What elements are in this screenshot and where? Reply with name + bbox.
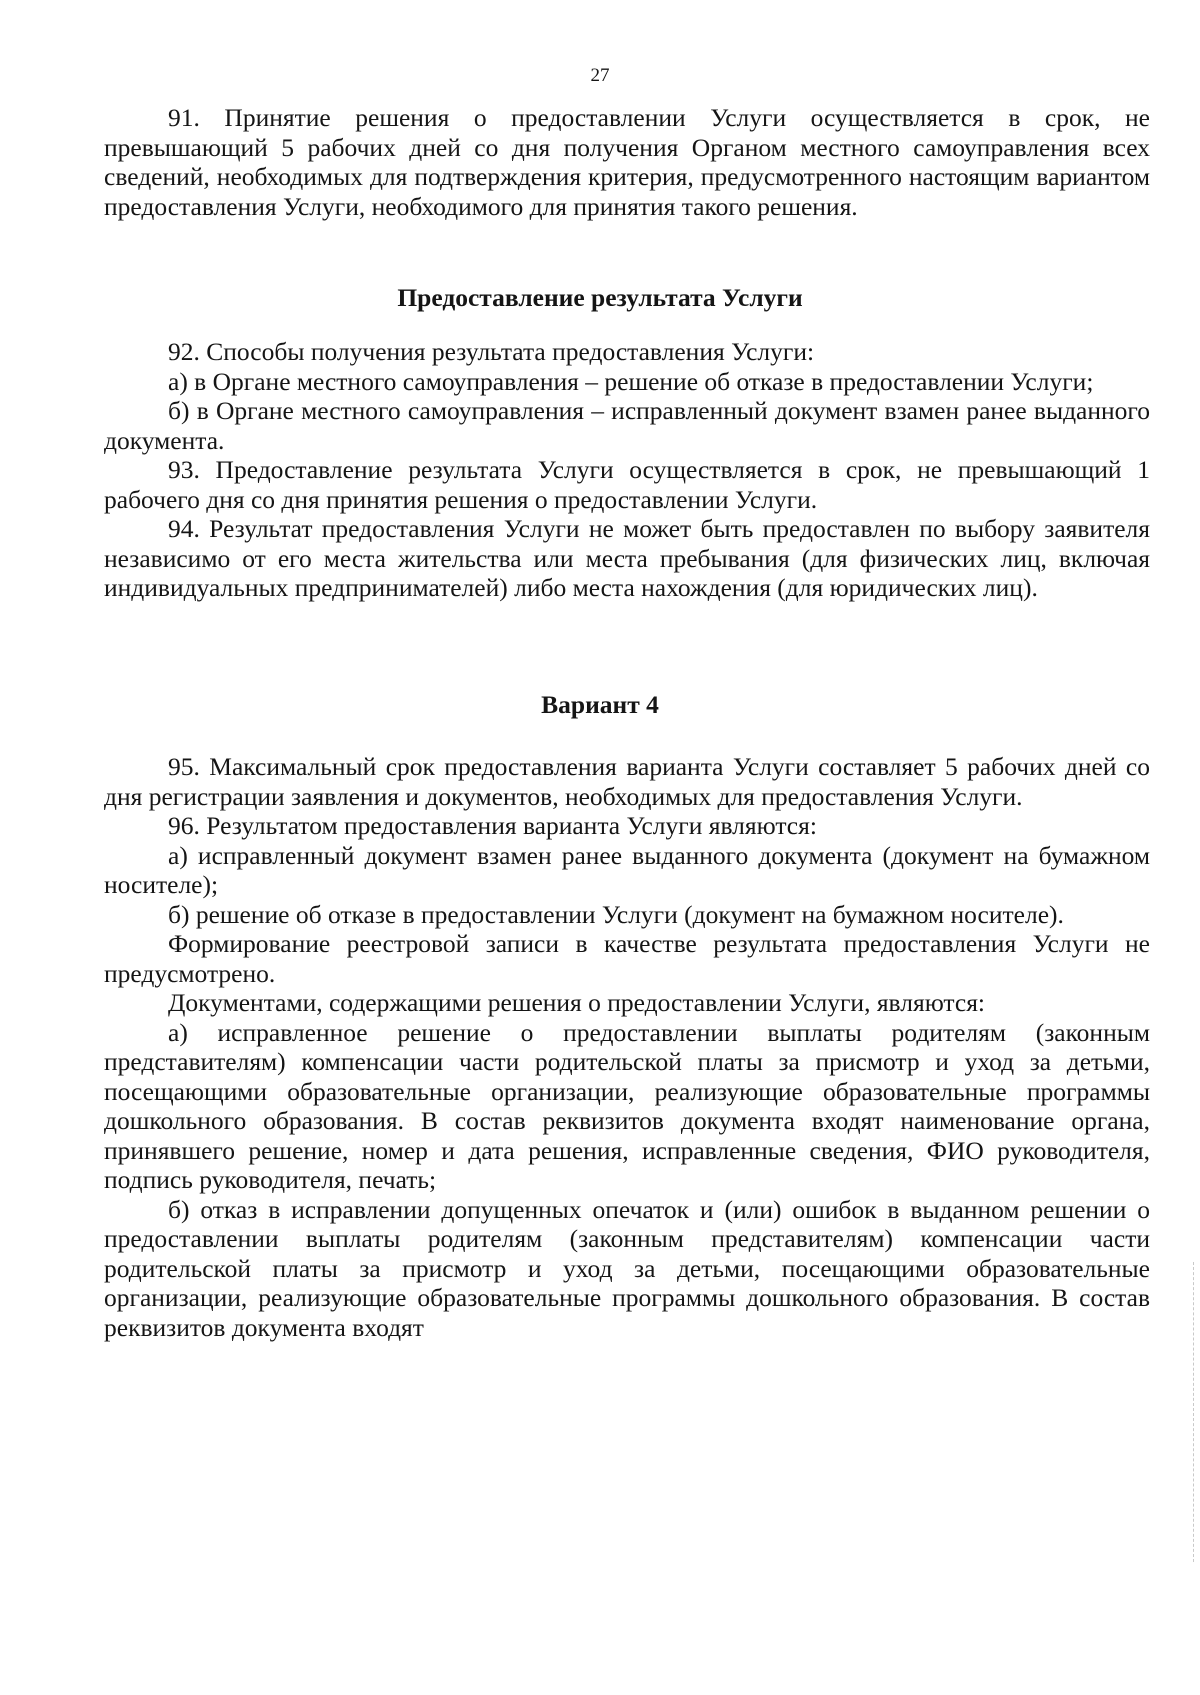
paragraph-96-b: б) решение об отказе в предоставлении Услуги (документ на бумажном носителе). <box>168 899 1064 929</box>
paragraph-91: 91. Принятие решения о предоставлении Услуги осуществляется в срок, не превышающий 5 рабочих дней со дня получения Органом местного самоуправления всех сведений, необходимых для подтверждения критерия, предусмотренного настоящим вариантом предоставления Услуги, необходимого для принятия такого решения. <box>104 103 1150 221</box>
section-variant-4 <box>104 752 1150 1342</box>
paragraph-93: 93. Предоставление результата Услуги осуществляется в срок, не превышающий 1 рабочего дня со дня принятия решения о предоставлении Услуги. <box>104 455 1150 514</box>
page-number: 27 <box>590 65 610 86</box>
heading-result-provision: Предоставление результата Услуги <box>397 283 803 312</box>
section-result-provision <box>104 337 1150 603</box>
paragraph-94: 94. Результат предоставления Услуги не может быть предоставлен по выбору заявителя независимо от его места жительства или места пребывания (для физических лиц, включая индивидуальных предпринимателей) либо места нахождения (для юридических лиц). <box>104 514 1150 602</box>
paragraph-95: 95. Максимальный срок предоставления варианта Услуги составляет 5 рабочих дней со дня регистрации заявления и документов, необходимых для предоставления Услуги. <box>104 752 1150 811</box>
section-decision-term <box>104 103 1150 221</box>
paragraph-registry-record: Формирование реестровой записи в качестве результата предоставления Услуги не предусмотрено. <box>104 929 1150 988</box>
heading-variant-4: Вариант 4 <box>541 690 659 719</box>
paragraph-92-a: а) в Органе местного самоуправления – решение об отказе в предоставлении Услуги; <box>168 366 1094 396</box>
scan-edge-mark <box>1193 1262 1194 1562</box>
paragraph-96-a: а) исправленный документ взамен ранее выданного документа (документ на бумажном носителе); <box>104 840 1150 899</box>
paragraph-decision-documents: Документами, содержащими решения о предоставлении Услуги, являются: <box>168 988 986 1017</box>
paragraph-documents-b: б) отказ в исправлении допущенных опечаток и (или) ошибок в выданном решении о предоставлении выплаты родителям (законным представителям) компенсации части родительской платы за присмотр и уход за детьми, посещающими образовательные организации, реализующие образовательные программы дошкольного образования. В состав реквизитов документа входят <box>104 1194 1150 1342</box>
paragraph-documents-a: а) исправленное решение о предоставлении выплаты родителям (законным представителям) компенсации части родительской платы за присмотр и уход за детьми, посещающими образовательные организации, реализующие образовательные программы дошкольного образования. В состав реквизитов документа входят наименование органа, принявшего решение, номер и дата решения, исправленные сведения, ФИО руководителя, подпись руководителя, печать; <box>104 1017 1150 1194</box>
paragraph-96: 96. Результатом предоставления варианта Услуги являются: <box>168 811 817 840</box>
paragraph-92-b: б) в Органе местного самоуправления – исправленный документ взамен ранее выданного документа. <box>104 396 1150 455</box>
paragraph-92: 92. Способы получения результата предоставления Услуги: <box>168 337 815 366</box>
